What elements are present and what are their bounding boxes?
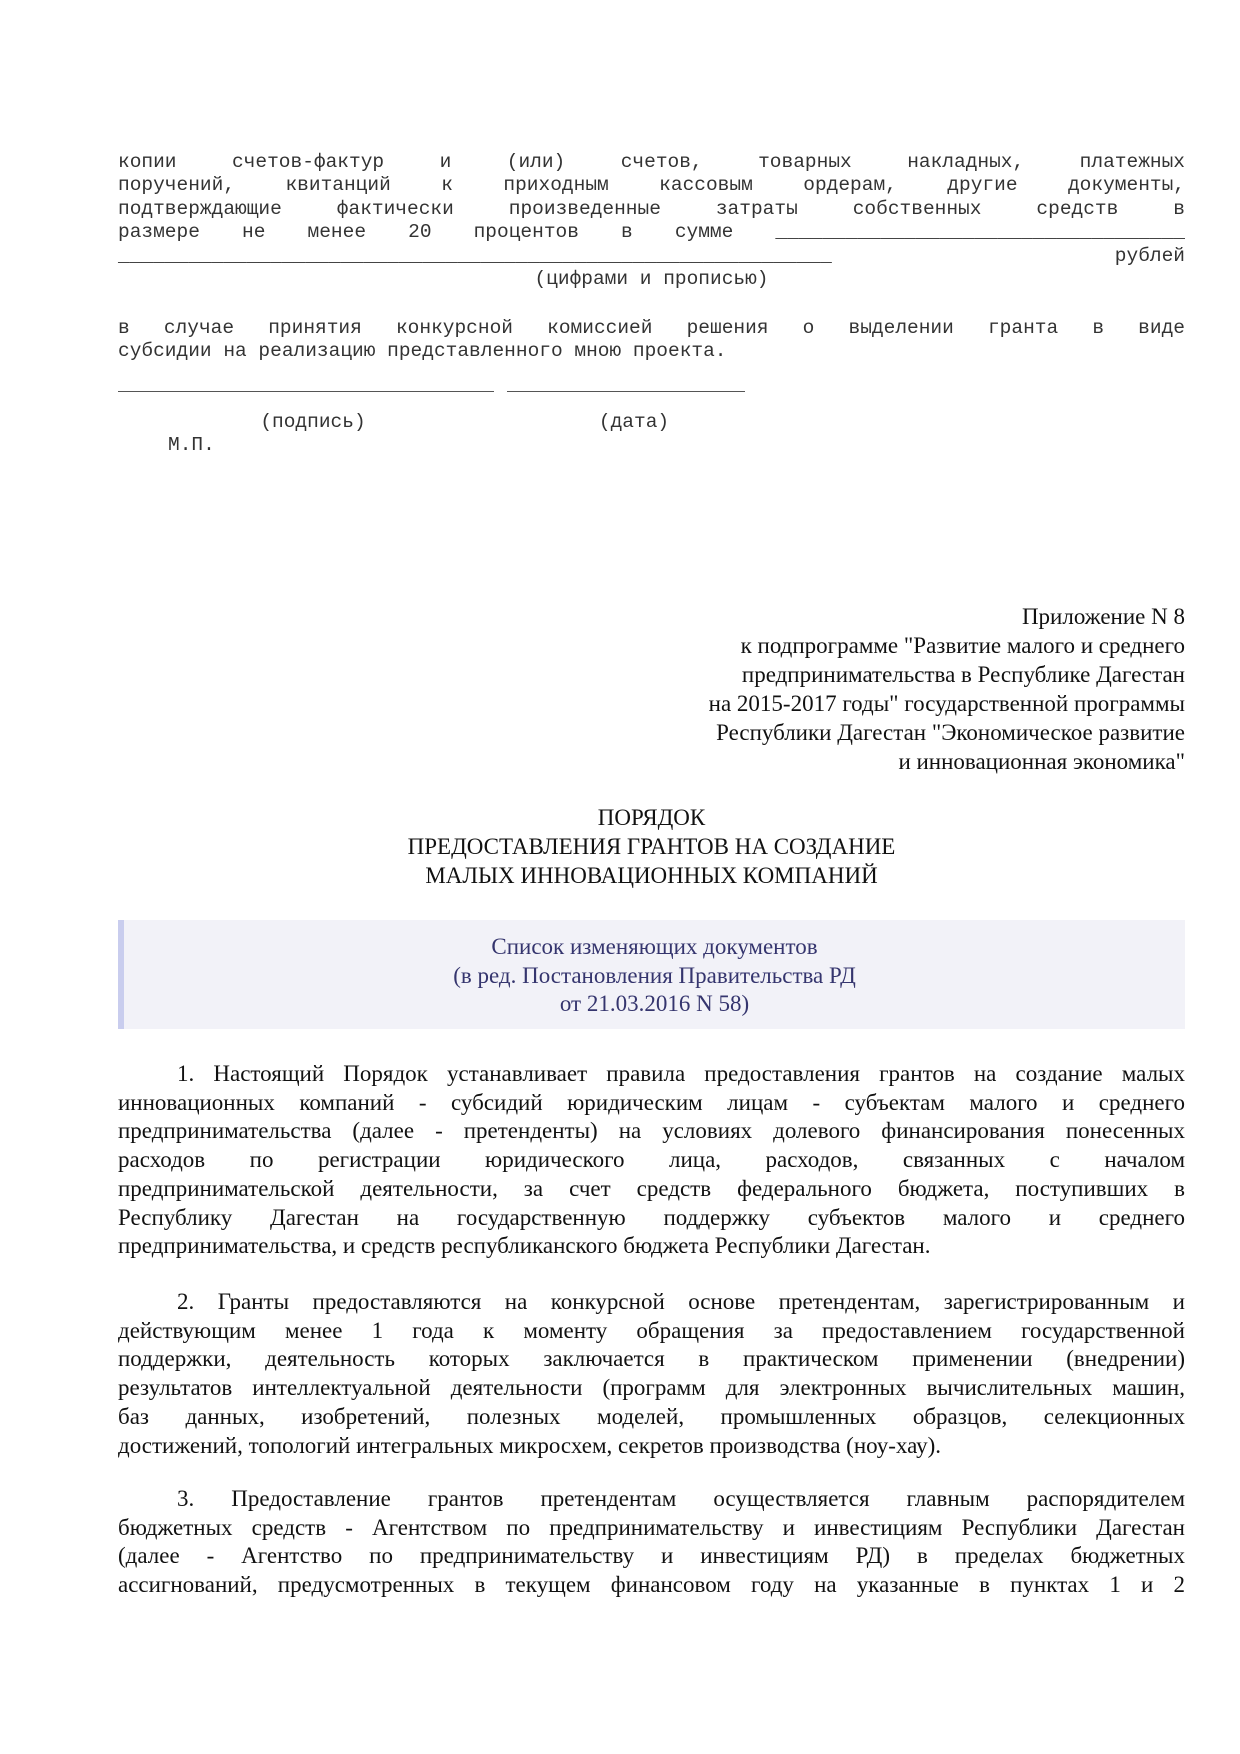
amount-hint: (цифрами и прописью) [534, 268, 769, 290]
paragraph-line: 1. Настоящий Порядок устанавливает правила предоставления грантов на создание малых [177, 1061, 1185, 1086]
document-title-line: МАЛЫХ ИННОВАЦИОННЫХ КОМПАНИЙ [425, 863, 878, 888]
paragraph-line: предпринимательства (далее - претенденты) на условиях долевого финансирования понесенных [118, 1118, 1185, 1144]
document-title-line: ПРЕДОСТАВЛЕНИЯ ГРАНТОВ НА СОЗДАНИЕ [407, 834, 896, 859]
appendix-line: предпринимательства в Республике Дагестан [741, 662, 1185, 687]
paragraph-line: предпринимательства, и средств республиканского бюджета Республики Дагестан. [118, 1233, 931, 1259]
form-text-line: поручений, квитанций к приходным кассовым ордерам, другие документы, [118, 174, 1185, 196]
paragraph-line: результатов интеллектуальной деятельности (программ для электронных вычислительных машин, [118, 1375, 1185, 1401]
date-line [507, 389, 745, 392]
appendix-line: Республики Дагестан "Экономическое развитие [716, 720, 1185, 745]
paragraph-line: действующим менее 1 года к моменту обращения за предоставлением государственной [118, 1317, 1185, 1343]
paragraph-line: поддержки, деятельность которых заключается в практическом применении (внедрении) [118, 1346, 1185, 1372]
form-text-line: копии счетов-фактур и (или) счетов, товарных накладных, платежных [118, 151, 1185, 173]
paragraph-line: ассигнований, предусмотренных в текущем финансовом году на указанные в пунктах 1 и 2 [118, 1572, 1185, 1598]
changes-box-line: от 21.03.2016 N 58) [559, 991, 750, 1016]
paragraph-line: предпринимательской деятельности, за счет средств федерального бюджета, поступивших в [118, 1175, 1185, 1201]
paragraph-line: инновационных компаний - субсидий юридическим лицам - субъектам малого и среднего [118, 1089, 1185, 1115]
document-title-line: ПОРЯДОК [597, 805, 706, 830]
paragraph-line: баз данных, изобретений, полезных моделей, промышленных образцов, селекционных [118, 1403, 1185, 1429]
appendix-line: на 2015-2017 годы" государственной программы [708, 691, 1185, 716]
changes-box-line: (в ред. Постановления Правительства РД [453, 962, 856, 988]
signature-line [118, 389, 494, 392]
date-hint: (дата) [598, 411, 670, 433]
form-text-line: подтверждающие фактически произведенные затраты собственных средств в [118, 198, 1185, 220]
paragraph-line: Республику Дагестан на государственную поддержку субъектов малого и среднего [118, 1204, 1185, 1230]
paragraph-line: достижений, топологий интегральных микросхем, секретов производства (ноу-хау). [118, 1432, 942, 1458]
paragraph-line: (далее - Агентство по предпринимательству и инвестициям РД) в пределах бюджетных [118, 1543, 1185, 1569]
paragraph-line: расходов по регистрации юридического лица, расходов, связанных с началом [118, 1147, 1185, 1173]
appendix-line: и инновационная экономика" [898, 749, 1185, 774]
seal-label: М.П. [168, 434, 215, 456]
changes-box [118, 920, 1185, 1029]
signature-hint: (подпись) [260, 411, 366, 433]
condition-text-line: субсидии на реализацию представленного мною проекта. [118, 340, 727, 362]
form-text-line: _____________________________________________________________ рублей [118, 245, 1185, 267]
appendix-line: Приложение N 8 [1021, 604, 1185, 629]
paragraph-line: 2. Гранты предоставляются на конкурсной основе претендентам, зарегистрированным и [177, 1289, 1185, 1314]
form-text-line: размере не менее 20 процентов в сумме ___________________________________ [118, 221, 1185, 243]
appendix-line: к подпрограмме "Развитие малого и среднего [740, 633, 1185, 658]
condition-text-line: в случае принятия конкурсной комиссией решения о выделении гранта в виде [118, 317, 1185, 339]
paragraph-line: бюджетных средств - Агентством по предпринимательству и инвестициям Республики Дагестан [118, 1514, 1185, 1540]
changes-box-line: Список изменяющих документов [491, 934, 818, 959]
paragraph-line: 3. Предоставление грантов претендентам осуществляется главным распорядителем [177, 1486, 1185, 1511]
